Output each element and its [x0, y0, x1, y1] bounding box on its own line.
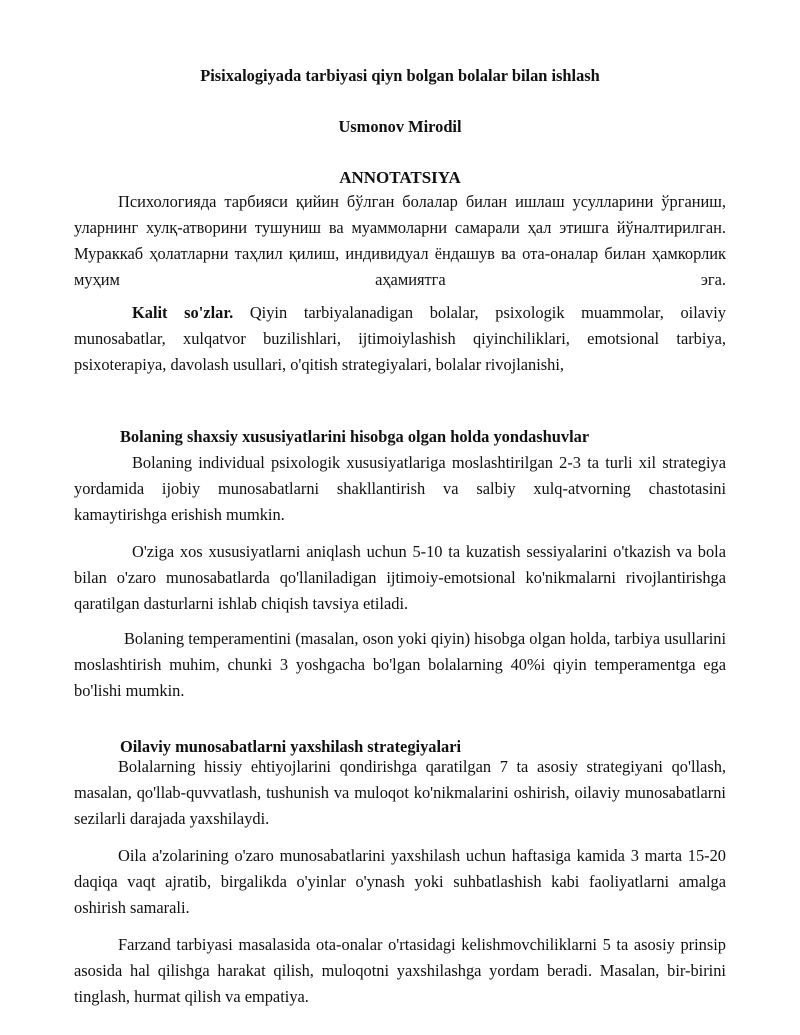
- section2-paragraph-2: [74, 843, 726, 921]
- keywords-paragraph: [74, 300, 726, 378]
- keywords-label: Kalit so'zlar.: [132, 303, 234, 322]
- author-name: Usmonov Mirodil: [338, 117, 462, 136]
- section2-paragraph-3: [74, 932, 726, 1010]
- section2-heading: Oilaviy munosabatlarni yaxshilash strategiyalari: [120, 737, 462, 756]
- section1-text-1: Bolaning individual psixologik xususiyatlariga moslashtirilgan 2-3 ta turli xil strategiya yordamida ijobiy munosabatlarni shakllantirish va salbiy xulq-atvorning chastotasini kamaytirishga erishish mumkin.: [74, 453, 726, 524]
- annotation-text: Психологияда тарбияси қийин бўлган болалар билан ишлаш усулларини ўрганиш, уларнинг хулқ-атворини тушуниш ва муаммоларни самарали ҳал этишга йўналтирилган. Мураккаб ҳолатларни таҳлил қилиш, индивидуал ёндашув ва ота-оналар билан ҳамкорлик муҳим аҳамиятга эга.: [74, 192, 726, 289]
- section1-paragraph-1: [74, 450, 726, 528]
- section1-text-2: O'ziga xos xususiyatlarni aniqlash uchun 5-10 ta kuzatish sessiyalarini o'tkazish va bola bilan o'zaro munosabatlarda qo'llaniladigan ijtimoiy-emotsional ko'nikmalarni rivojlantirishga qaratilgan dasturlarni ishlab chiqish tavsiya etiladi.: [74, 542, 726, 613]
- keywords-text: [74, 300, 726, 378]
- section1-text-3: Bolaning temperamentini (masalan, oson yoki qiyin) hisobga olgan holda, tarbiya usullarini moslashtirish muhim, chunki 3 yoshgacha bo'lgan bolalarning 40%i qiyin temperamentga ega bo'lishi mumkin.: [74, 629, 726, 700]
- section1-paragraph-3: [74, 626, 726, 704]
- section2-text-2: Oila a'zolarining o'zaro munosabatlarini yaxshilash uchun haftasiga kamida 3 marta 15-20 daqiqa vaqt ajratib, birgalikda o'yinlar o'ynash yoki suhbatlashish kabi faoliyatlarni amalga oshirish samarali.: [74, 846, 726, 917]
- section1-paragraph-2: [74, 539, 726, 617]
- document-title: Pisixalogiyada tarbiyasi qiyn bolgan bolalar bilan ishlash: [200, 66, 600, 85]
- section2-text-1: Bolalarning hissiy ehtiyojlarini qondirishga qaratilgan 7 ta asosiy strategiyani qo'llash, masalan, qo'llab-quvvatlash, tushunish va muloqot ko'nikmalarini oshirish, oilaviy munosabatlarni sezilarli darajada yaxshilaydi.: [74, 757, 726, 828]
- annotation-heading: ANNOTATSIYA: [339, 168, 461, 187]
- keywords-list: Qiyin tarbiyalanadigan bolalar, psixologik muammolar, oilaviy munosabatlar, xulqatvor buzilishlari, ijtimoiylashish qiyinchiliklari, emotsional tarbiya, psixoterapiya, davolash usullari, o'qitish strategiyalari, bolalar rivojlanishi,: [74, 303, 726, 374]
- section1-heading: Bolaning shaxsiy xususiyatlarini hisobga olgan holda yondashuvlar: [120, 427, 590, 446]
- section2-paragraph-1: [74, 754, 726, 832]
- annotation-paragraph: [74, 189, 726, 293]
- section2-text-3: Farzand tarbiyasi masalasida ota-onalar o'rtasidagi kelishmovchiliklarni 5 ta asosiy prinsip asosida hal qilishga harakat qilish, muloqotni yaxshilashga yordam beradi. Masalan, bir-birini tinglash, hurmat qilish va empatiya.: [74, 935, 726, 1006]
